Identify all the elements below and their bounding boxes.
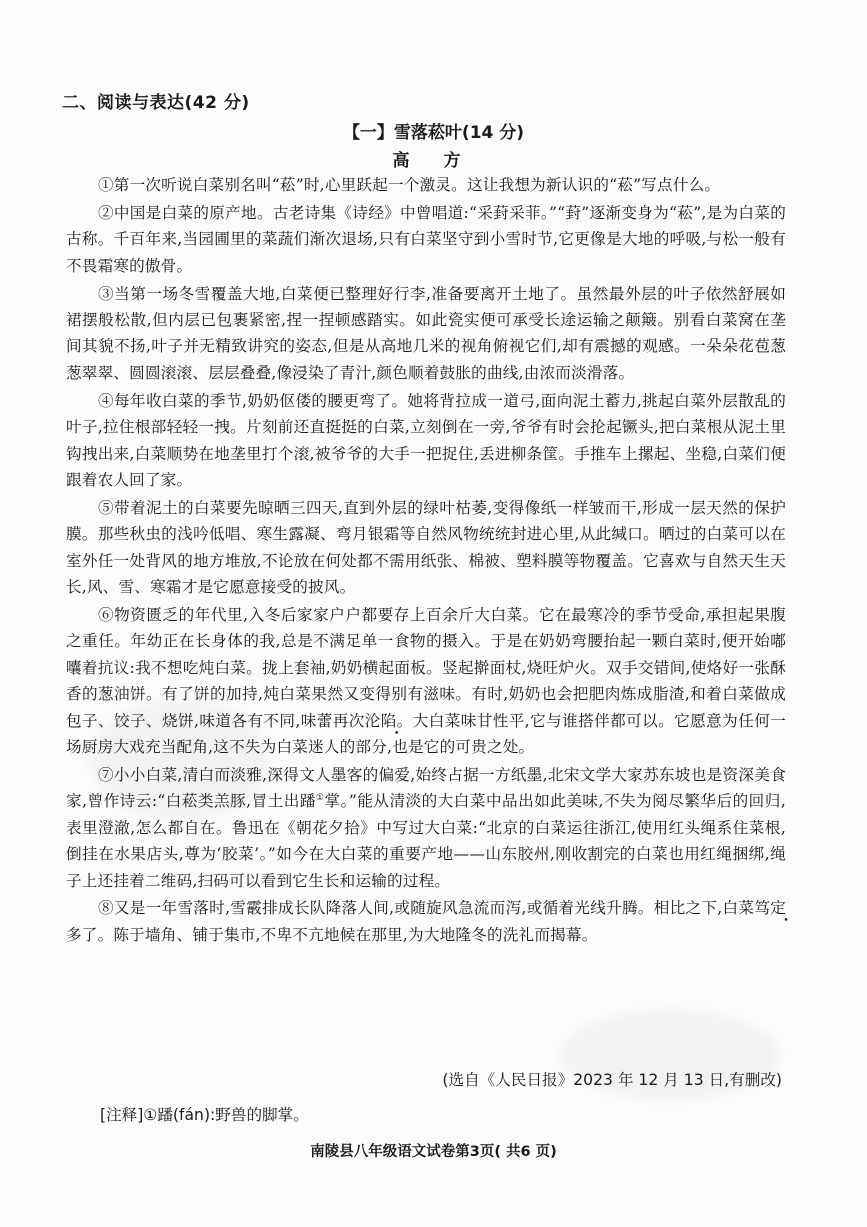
paragraph-7 xyxy=(66,762,786,894)
paragraph-7-text-end: 掌。”能从清淡的大白菜中品出如此美味,不失为阅尽繁华后的回归,表里澄澈,怎么都自在。鲁迅在《朝花夕拾》中写过大白菜:“北京的白菜运往浙江,使用红头绳系住菜根,倒挂在水果店头,尊为‘胶菜’。”如今在大白菜的重要产地——山东胶州,刚收割完的白菜也用红绳捆绑,绳子上还挂着二维码,扫码可以看到它生长和运输的过程。 xyxy=(66,792,786,890)
paragraph-8 xyxy=(66,895,786,948)
source-citation: (选自《人民日报》2023 年 12 月 13 日,有删改) xyxy=(442,1071,782,1089)
paragraph-6-text: ⑥物资匮乏的年代里,入冬后家家户户都要存上百余斤大白菜。它在最寒冷的季节受命,承担起果腹之重任。年幼正在长身体的我,总是不满足单一食物的摄入。于是在奶奶弯腰抬起一颗白菜时,便开始嘟囔着抗议:我不想吃炖白菜。拢上套袖,奶奶横起面板。竖起擀面杖,烧旺炉火。双手交错间,使烙好一张酥香的葱油饼。有了饼的加持,炖白菜果然又变得别有滋味。有时,奶奶也会把肥肉炼成脂渣,和着白菜做成包子、饺子、烧饼,味道各有不同,味蕾再次 xyxy=(66,606,786,730)
paragraph-4: ④每年收白菜的季节,奶奶伛偻的腰更弯了。她将背拉成一道弓,面向泥土蓄力,挑起白菜外层散乱的叶子,拉住根部轻轻一拽。片刻前还直挺挺的白菜,立刻倒在一旁,爷爷有时会抡起镢头,把白菜根从泥土里钩拽出来,白菜顺势在地垄里打个滚,被爷爷的大手一把捉住,丢进柳条筐。手推车上摞起、坐稳,白菜们便跟着农人回了家。 xyxy=(66,391,786,489)
paragraph-3: ③当第一场冬雪覆盖大地,白菜便已整理好行李,准备要离开土地了。虽然最外层的叶子依然舒展如裙摆般松散,但内层已包裹紧密,捏一捏顿感踏实。如此瓷实便可承受长途运输之颠簸。别看白菜窝在垄间其貌不扬,叶子并无精致讲究的姿态,但是从高地几米的视角俯视它们,却有震撼的观感。一朵朵花苞葱葱翠翠、圆圆滚滚、层层叠叠,像浸染了青汁,颜色顺着鼓胀的曲线,由浓而淡滑落。 xyxy=(66,284,786,382)
paragraph-2: ②中国是白菜的原产地。古老诗集《诗经》中曾唱道:“采葑采菲。”“葑”逐渐变身为“菘”,是为白菜的古称。千百年来,当园圃里的菜蔬们渐次退场,只有白菜坚守到小雪时节,它更像是大地的呼吸,与松一般有不畏霜寒的傲骨。 xyxy=(66,203,786,275)
emphasized-word-lunxian: 沦陷 xyxy=(364,711,397,730)
paragraph-7-text: ⑦小小白菜,清白而淡雅,深得文人墨客的偏爱,始终占据一方纸墨,北宋文学大家苏东坡也是资深美食家,曾作诗云:“白菘类羔豚,冒土出蹯 xyxy=(66,765,786,811)
footnote-marker: ① xyxy=(315,793,325,804)
article-body xyxy=(66,172,786,950)
paragraph-8-text: ⑧又是一年雪落时,雪霰排成长队降落人间,或随旋风急流而泻,或循着光线升腾。相比之下,白菜 xyxy=(98,899,755,918)
emphasized-word-duding: 笃定 xyxy=(754,899,786,918)
page-footer: 南陵县八年级语文试卷第3页( 共6 页) xyxy=(310,1144,557,1160)
article-author: 高 方 xyxy=(392,151,475,171)
article-title: 【一】雪落菘叶(14 分) xyxy=(342,123,525,143)
paragraph-5: ⑤带着泥土的白菜要先晾晒三四天,直到外层的绿叶枯萎,变得像纸一样皱而干,形成一层天然的保护膜。那些秋虫的浅吟低唱、寒生露凝、弯月银霜等自然风物统统封进心里,从此缄口。晒过的白菜可以在室外任一处背风的地方堆放,不论放在何处都不需用纸张、棉被、塑料膜等物覆盖。它喜欢与自然天生天长,风、雪、寒霜才是它愿意接受的披风。 xyxy=(66,498,786,597)
section-title: 二、阅读与表达(42 分) xyxy=(62,93,250,113)
footnote: [注释]①蹯(fán):野兽的脚掌。 xyxy=(100,1106,309,1124)
paragraph-8-text-end: 多了。陈于墙角、铺于集市,不卑不亢地候在那里,为大地隆冬的洗礼而揭幕。 xyxy=(66,925,598,944)
paragraph-6 xyxy=(66,602,786,760)
paragraph-1: ①第一次听说白菜别名叫“菘”时,心里跃起一个激灵。这让我想为新认识的“菘”写点什么。 xyxy=(98,176,721,194)
paragraph-6-text-end: 。大白菜味甘性平,它与谁搭伴都可以。它愿意为任何一场厨房大戏充当配角,这不失为白菜迷人的部分,也是它的可贵之处。 xyxy=(66,711,786,757)
